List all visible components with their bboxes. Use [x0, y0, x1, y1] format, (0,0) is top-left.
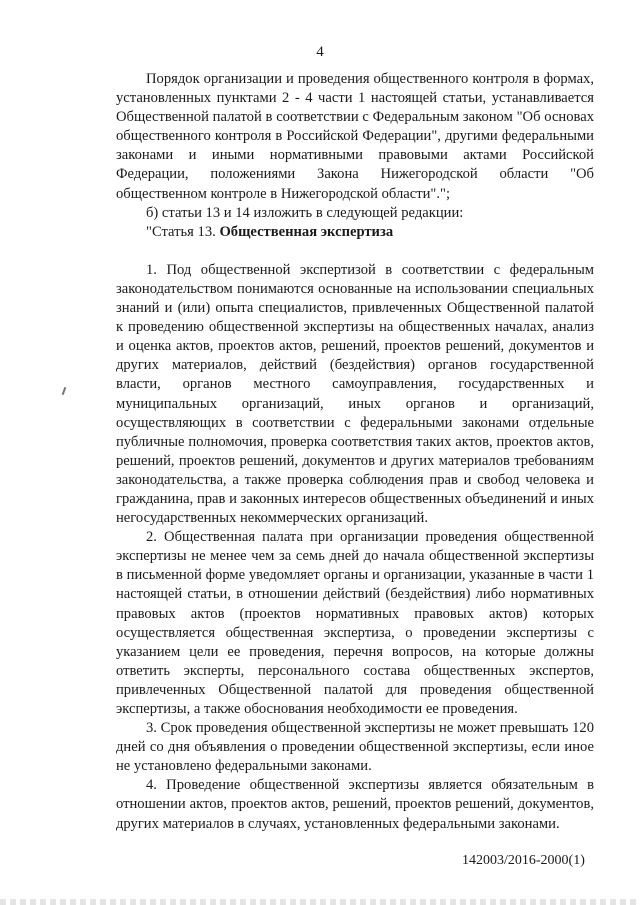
- article-prefix: "Статья 13.: [146, 223, 220, 240]
- page-number: 4: [316, 44, 324, 60]
- article-heading: [116, 223, 594, 242]
- scan-artifact-mark: [62, 387, 67, 395]
- document-code: 142003/2016-2000(1): [462, 853, 585, 868]
- article-title: Общественная экспертиза: [219, 223, 394, 240]
- paragraph-1: 1. Под общественной экспертизой в соответствии с федеральным законодательством понимаются основанные на использовании специальных знаний и (или) опыта специалистов, привлеченных Общественной палатой к проведению общественной экспертизы на общественных началах, анализ и оценка актов, проектов актов, решений, проектов решений, документов и других материалов, действий (бездействия) органов государственной власти, органов местного самоуправления, государственных и муниципальных организаций, иных органов и организаций, осуществляющих в соответствии с федеральными законами отдельные публичные полномочия, проверка соответствия таких актов, проектов актов, решений, проектов решений, документов и других материалов требованиям законодательства, а также проверка соблюдения прав и свобод человека и гражданина, прав и законных интересов общественных объединений и иных негосударственных некоммерческих организаций.: [116, 261, 594, 527]
- document-body: [116, 70, 594, 834]
- scan-artifact-edge: [0, 899, 640, 905]
- paragraph-3: 3. Срок проведения общественной экспертизы не может превышать 120 дней со дня объявления о проведении общественной экспертизы, если иное не установлено федеральными законами.: [116, 720, 594, 775]
- item-b-paragraph: б) статьи 13 и 14 изложить в следующей редакции:: [146, 204, 464, 221]
- paragraph-4: 4. Проведение общественной экспертизы является обязательным в отношении актов, проектов актов, решений, проектов решений, документов, других материалов в случаях, установленных федеральными законами.: [116, 777, 594, 832]
- intro-paragraph: Порядок организации и проведения общественного контроля в формах, установленных пунктами 2 - 4 части 1 настоящей статьи, устанавливается Общественной палатой в соответствии с Федеральным законом "Об основах общественного контроля в Российской Федерации", другими федеральными законами и иными нормативными правовыми актами Российской Федерации, положениями Закона Нижегородской области "Об общественном контроле в Нижегородской области".";: [116, 71, 594, 202]
- paragraph-2: 2. Общественная палата при организации проведения общественной экспертизы не менее чем за семь дней до начала общественной экспертизы в письменной форме уведомляет органы и организации, указанные в части 1 настоящей статьи, в отношении действий (бездействия) либо нормативных правовых актов (проектов нормативных правовых актов) которых осуществляется общественная экспертиза, о проведении экспертизы с указанием цели ее проведения, перечня вопросов, на которые должны ответить эксперты, персонального состава общественных экспертов, привлеченных Общественной палатой для проведения общественной экспертизы, а также обоснования необходимости ее проведения.: [116, 529, 594, 717]
